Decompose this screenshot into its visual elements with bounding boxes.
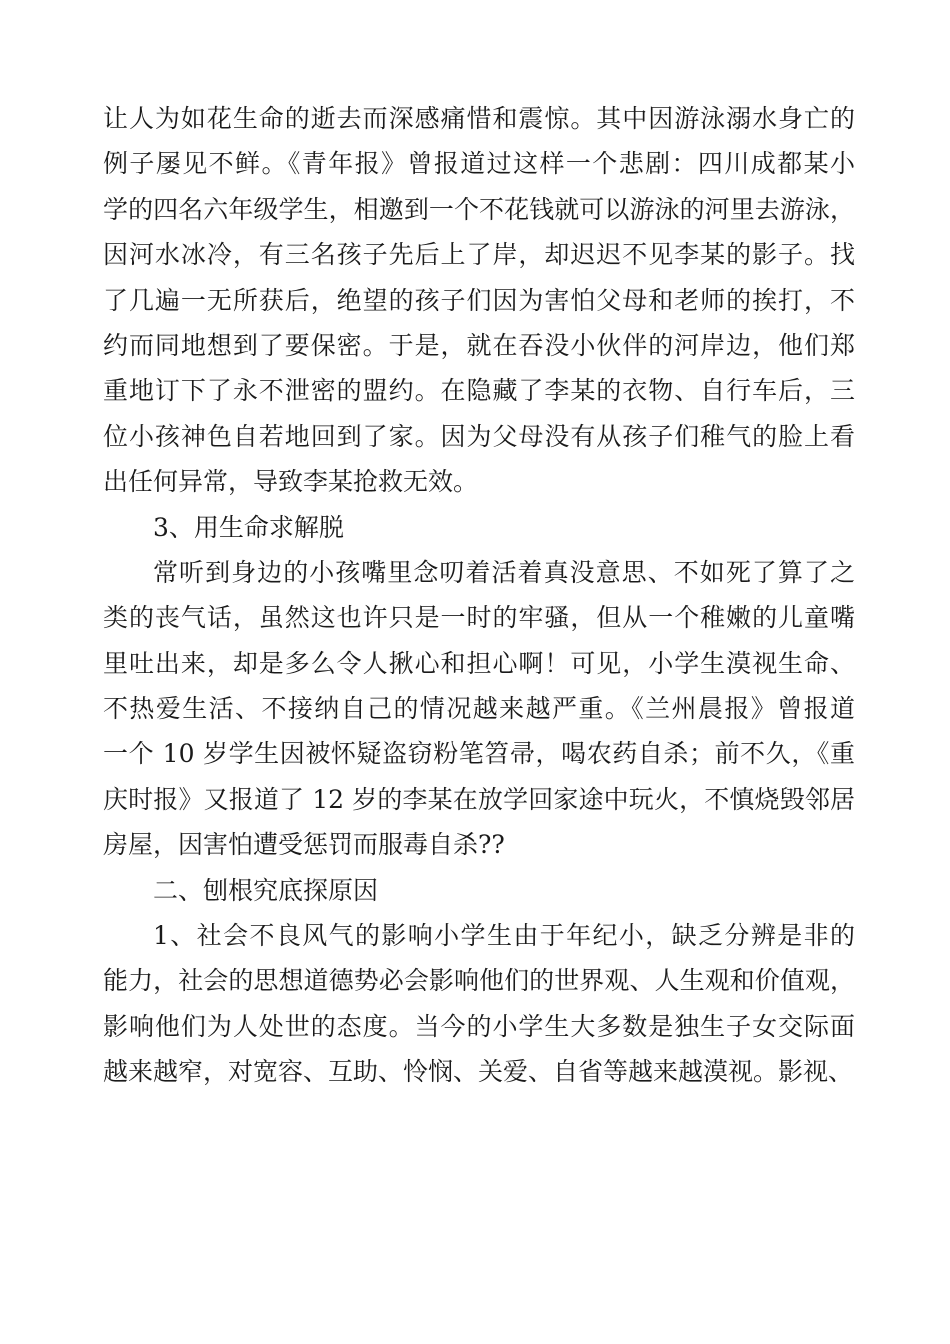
text-line: 二、刨根究底探原因 [153,875,379,905]
section-heading [103,868,855,913]
text-line: 因河水冰冷，有三名孩子先后上了岸，却迟迟不见李某的影子。找 [103,240,855,270]
text-line: 不热爱生活、不接纳自己的情况越来越严重。《兰州晨报》曾报道 [103,694,855,724]
text-line: 里吐出来，却是多么令人揪心和担心啊！可见，小学生漠视生命、 [103,648,855,678]
document-body [103,96,855,1095]
text-line: 常听到身边的小孩嘴里念叨着活着真没意思、不如死了算了之 [153,557,855,587]
body-paragraph [103,550,855,868]
text-line: 约而同地想到了要保密。于是，就在吞没小伙伴的河岸边，他们郑 [103,330,855,360]
text-line: 房屋，因害怕遭受惩罚而服毒自杀?? [103,830,505,860]
text-line: 出任何异常，导致李某抢救无效。 [103,467,479,497]
body-paragraph [103,913,855,1095]
text-line: 重地订下了永不泄密的盟约。在隐藏了李某的衣物、自行车后，三 [103,376,855,406]
section-heading [103,505,855,550]
text-line: 位小孩神色自若地回到了家。因为父母没有从孩子们稚气的脸上看 [103,421,855,451]
text-line: 能力，社会的思想道德势必会影响他们的世界观、人生观和价值观， [103,966,855,996]
text-line: 3、用生命求解脱 [153,512,344,542]
text-line: 类的丧气话，虽然这也许只是一时的牢骚，但从一个稚嫩的儿童嘴 [103,603,855,633]
text-line: 庆时报》又报道了 12 岁的李某在放学回家途中玩火，不慎烧毁邻居 [103,784,855,814]
text-line: 学的四名六年级学生，相邀到一个不花钱就可以游泳的河里去游泳， [103,194,855,224]
text-line: 影响他们为人处世的态度。当今的小学生大多数是独生子女交际面 [103,1011,855,1041]
text-line: 1、社会不良风气的影响小学生由于年纪小，缺乏分辨是非的 [153,921,855,951]
text-line: 一个 10 岁学生因被怀疑盗窃粉笔笤帚，喝农药自杀；前不久，《重 [103,739,855,769]
text-line: 例子屡见不鲜。《青年报》曾报道过这样一个悲剧：四川成都某小 [103,149,855,179]
text-line: 了几遍一无所获后，绝望的孩子们因为害怕父母和老师的挨打，不 [103,285,855,315]
text-line: 越来越窄，对宽容、互助、怜悯、关爱、自省等越来越漠视。影视、 [103,1057,854,1087]
text-line: 让人为如花生命的逝去而深感痛惜和震惊。其中因游泳溺水身亡的 [103,104,855,133]
body-paragraph [103,96,855,505]
